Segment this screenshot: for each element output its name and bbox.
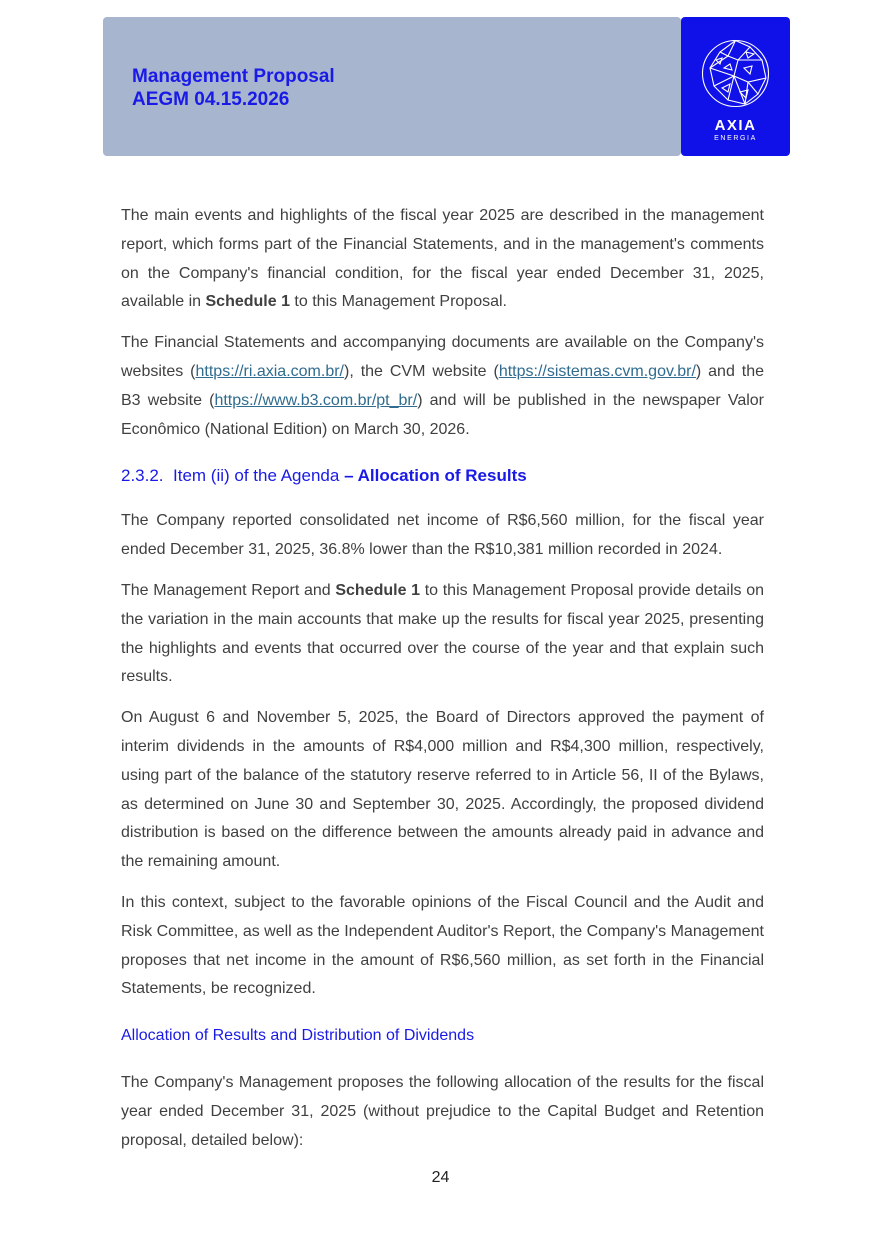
logo-name: AXIA (714, 117, 757, 134)
paragraph-net-income: The Company reported consolidated net income of R$6,560 million, for the fiscal year ended December 31, 2025, 36.8% lower than the R$10,381 million recorded in 2024. (121, 512, 764, 559)
document-title-line2: AEGM 04.15.2026 (132, 89, 290, 110)
header-band (103, 17, 681, 156)
paragraph-availability: The Financial Statements and accompanying documents are available on the Company's websites (https://ri.axia.com.br/), the CVM website (https://sistemas.cvm.gov.br/) and the B3 website (https://www.b3.com.br/pt_br/) and will be published in the newspaper Valor Econômico (National Edition) on March 30, 2026. (121, 334, 764, 438)
b3-website-link[interactable]: https://www.b3.com.br/pt_br/ (214, 391, 418, 409)
schedule-reference: Schedule 1 (205, 293, 290, 311)
company-website-link[interactable]: https://ri.axia.com.br/ (195, 362, 344, 380)
document-body (121, 202, 764, 1168)
globe-logo-icon (700, 38, 771, 109)
paragraph-management-report: The Management Report and Schedule 1 to this Management Proposal provide details on the variation in the main accounts that make up the results for fiscal year 2025, presenting the highlights and events that occurred over the course of the year and that explain such results. (121, 581, 764, 686)
paragraph-highlights: The main events and highlights of the fiscal year 2025 are described in the management report, which forms part of the Financial Statements, and in the management's comments on the Company's financial condition, for the fiscal year ended December 31, 2025, available in Schedule 1 to this Management Proposal. (121, 207, 764, 311)
paragraph-interim-dividends: On August 6 and November 5, 2025, the Board of Directors approved the payment of interim dividends in the amounts of R$4,000 million and R$4,300 million, respectively, using part of the balance of the statutory reserve referred to in Article 56, II of the Bylaws, as determined on June 30 and September 30, 2025. Accordingly, the proposed dividend distribution is based on the difference between the amounts already paid in advance and the remaining amount. (121, 709, 764, 871)
company-logo (681, 17, 790, 156)
logo-subtitle: ENERGIA (714, 135, 757, 142)
paragraph-recognition: In this context, subject to the favorable opinions of the Fiscal Council and the Audit and Risk Committee, as well as the Independent Auditor's Report, the Company's Management proposes that net income in the amount of R$6,560 million, as set forth in the Financial Statements, be recognized. (121, 893, 764, 998)
document-title (132, 65, 335, 111)
schedule-reference: Schedule 1 (335, 581, 421, 599)
cvm-website-link[interactable]: https://sistemas.cvm.gov.br/ (498, 362, 696, 380)
page-number: 24 (431, 1169, 450, 1186)
section-heading: 2.3.2. Item (ii) of the Agenda – Allocation of Results (121, 466, 527, 486)
subsection-heading: Allocation of Results and Distribution of Dividends (121, 1027, 475, 1045)
paragraph-allocation: The Company's Management proposes the following allocation of the results for the fiscal year ended December 31, 2025 (without prejudice to the Capital Budget and Retention proposal, detailed below): (121, 1074, 764, 1149)
document-title-line1: Management Proposal (132, 66, 335, 87)
